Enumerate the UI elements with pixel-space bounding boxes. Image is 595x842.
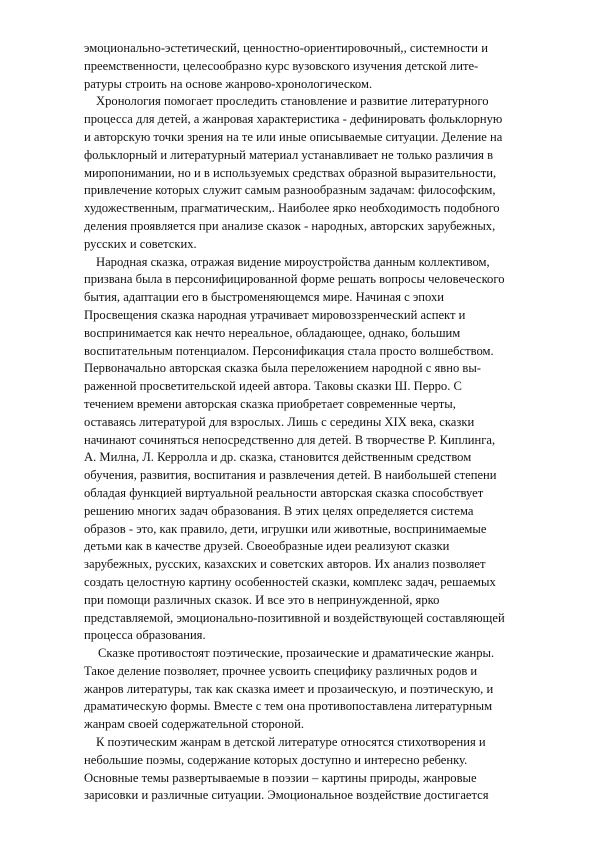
text-line: при помощи различных сказок. И все это в непринужденной, ярко [84, 592, 440, 607]
paragraph-poetry [84, 734, 554, 805]
text-line: раженной просветительской идеей автора. Таковы сказки Ш. Перро. С [84, 379, 462, 394]
text-line: русских и советских. [84, 236, 197, 251]
text-line: зарисовки и различные ситуации. Эмоциональное воздействие достигается [84, 788, 489, 803]
text-line: драматическую формы. Вместе с тем она противопоставлена литературным [84, 699, 493, 714]
text-line: процесса для детей, а жанровая характеристика - дефинировать фольклорную [84, 112, 503, 127]
text-line: небольшие поэмы, содержание которых доступно и интересно ребенку. [84, 752, 468, 767]
text-line: течением времени авторская сказка приобретает современные черты, [84, 396, 456, 411]
text-line: начинают сочиняться непосредственно для детей. В творчестве Р. Киплинга, [84, 432, 496, 447]
text-line: деления проявляется при анализе сказок - народных, авторских зарубежных, [84, 218, 496, 233]
text-line: Первоначально авторская сказка была переложением народной с явно вы- [84, 361, 482, 376]
text-line: К поэтическим жанрам в детской литературе относятся стихотворения и [96, 735, 486, 750]
text-line: воспринимается как нечто нереальное, обладающее, однако, большим [84, 325, 461, 340]
text-line: Такое деление позволяет, прочнее усвоить специфику различных родов и [84, 663, 478, 678]
text-line: миропонимании, но и в используемых средствах образной выразительности, [84, 165, 497, 180]
text-line: эмоционально-эстетический, ценностно-ориентировочный,, системности и [84, 41, 488, 55]
body-text [84, 40, 554, 805]
paragraph-folk-tale [84, 254, 554, 646]
text-line: процесса образования. [84, 628, 206, 643]
paragraph-intro [84, 40, 554, 93]
paragraph-chronology [84, 93, 554, 253]
text-line: детьми как в качестве друзей. Своеобразные идеи реализуют сказки [84, 539, 450, 554]
text-line: жанров литературы, так как сказка имеет и прозаическую, и поэтическую, и [84, 681, 494, 696]
text-line: бытия, адаптации его в быстроменяющемся мире. Начиная с эпохи [84, 290, 445, 305]
text-line: А. Милна, Л. Керролла и др. сказка, становится действенным средством [84, 450, 472, 465]
text-line: оставаясь литературой для взрослых. Лишь с середины XIX века, сказки [84, 414, 475, 429]
text-line: преемственности, целесообразно курс вузовского изучения детской лите- [84, 58, 479, 73]
text-line: решению многих задач образования. В этих целях определяется система [84, 503, 474, 518]
text-line: жанрам своей содержательной стороной. [84, 717, 304, 732]
text-line: Хронология помогает проследить становление и развитие литературного [96, 94, 489, 109]
text-line: зарубежных, русских, казахских и советских авторов. Их анализ позволяет [84, 557, 486, 572]
text-line: призвана была в персонифицированной форме решать вопросы человеческого [84, 272, 505, 287]
text-line: обладая функцией виртуальной реальности авторская сказка способствует [84, 485, 484, 500]
text-line: образов - это, как правило, дети, игрушки или животные, воспринимаемые [84, 521, 487, 536]
text-line: создать целостную картину особенностей сказки, комплекс задач, решаемых [84, 574, 496, 589]
text-line: привлечение которых служит самым разнообразным задачам: философским, [84, 183, 496, 198]
text-line: обучения, развития, воспитания и развлечения детей. В наибольшей степени [84, 468, 497, 483]
text-line: Сказке противостоят поэтические, прозаические и драматические жанры. [98, 646, 495, 661]
text-line: Основные темы развертываемые в поэзии – картины природы, жанровые [84, 770, 477, 785]
text-line: воспитательным потенциалом. Персонификация стала просто волшебством. [84, 343, 494, 358]
text-line: фольклорный и литературный материал устанавливает не только различия в [84, 147, 494, 162]
text-line: Народная сказка, отражая видение мироустройства данным коллективом, [96, 254, 490, 269]
text-line: Просвещения сказка народная утрачивает мировоззренческий аспект и [84, 307, 466, 322]
text-line: художественным, прагматическим,. Наиболее ярко необходимость подобного [84, 201, 500, 216]
paragraph-genres [84, 645, 554, 734]
text-line: и авторскую точки зрения на те или иные описываемые ситуации. Деление на [84, 129, 503, 144]
text-line: представляемой, эмоционально-позитивной и воздействующей составляющей [84, 610, 505, 625]
text-line: ратуры строить на основе жанрово-хронологическом. [84, 76, 373, 91]
